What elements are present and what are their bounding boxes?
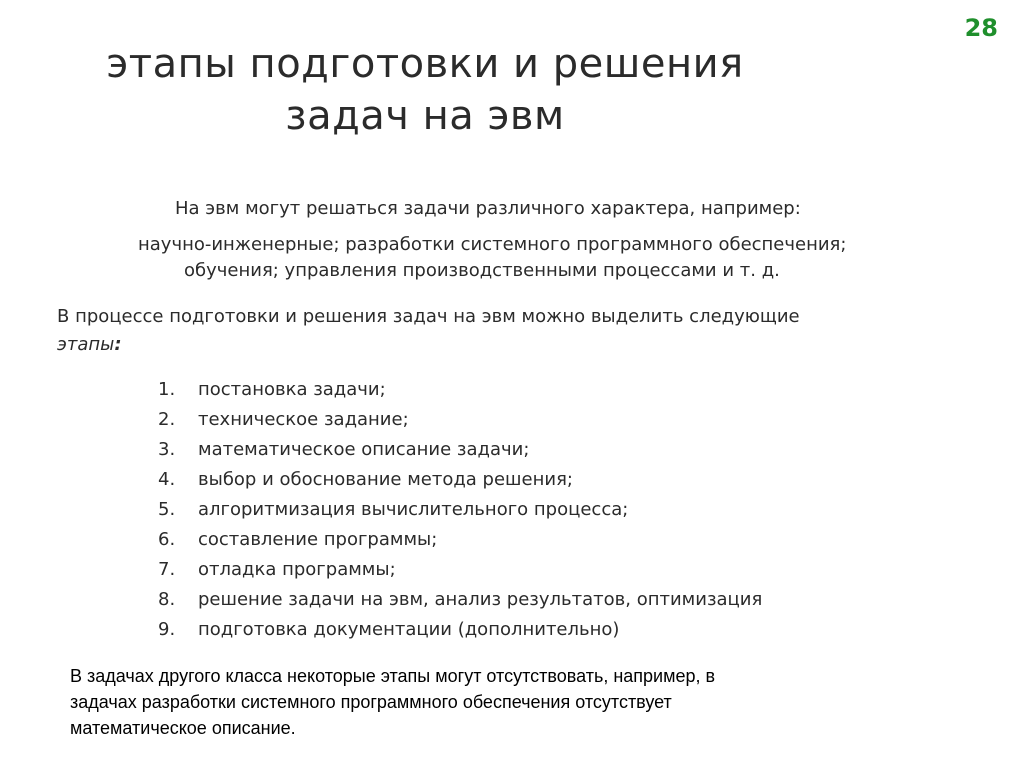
list-item-label: постановка задачи; (198, 379, 386, 400)
list-item (158, 375, 762, 405)
list-item-number: 2. (158, 409, 176, 430)
process-emphasis: этапы (57, 334, 115, 355)
list-item (158, 555, 762, 585)
list-item (158, 615, 762, 645)
page-title (60, 38, 790, 142)
list-item (158, 405, 762, 435)
note-line-2: задачах разработки системного программного обеспечения отсутствует (70, 692, 672, 712)
title-line-1: этапы подготовки и решения (106, 41, 744, 87)
list-item-number: 6. (158, 529, 176, 550)
process-colon: : (114, 334, 122, 355)
title-line-2: задач на эвм (285, 93, 565, 139)
stages-list (158, 375, 762, 645)
process-text-line-2 (57, 331, 957, 359)
process-paragraph (57, 303, 957, 359)
list-item-label: подготовка документации (дополнительно) (198, 619, 620, 640)
list-item-label: алгоритмизация вычислительного процесса; (198, 499, 629, 520)
intro-lead: На эвм могут решаться задачи различного характера, например: (175, 198, 801, 219)
list-item-number: 7. (158, 559, 176, 580)
list-item-label: составление программы; (198, 529, 438, 550)
process-text-line-1: В процессе подготовки и решения задач на эвм можно выделить следующие (57, 306, 800, 327)
list-item-label: выбор и обоснование метода решения; (198, 469, 573, 490)
list-item-number: 9. (158, 619, 176, 640)
intro-examples-line-2: обучения; управления производственными процессами и т. д. (184, 260, 780, 281)
list-item-label: техническое задание; (198, 409, 409, 430)
list-item (158, 525, 762, 555)
list-item-number: 4. (158, 469, 176, 490)
list-item-number: 5. (158, 499, 176, 520)
note-line-1: В задачах другого класса некоторые этапы могут отсутствовать, например, в (70, 666, 716, 686)
list-item-number: 8. (158, 589, 176, 610)
list-item-number: 1. (158, 379, 176, 400)
list-item-label: решение задачи на эвм, анализ результатов, оптимизация (198, 589, 763, 610)
note-line-3: математическое описание. (70, 718, 296, 738)
list-item (158, 585, 762, 615)
list-item (158, 495, 762, 525)
list-item-label: отладка программы; (198, 559, 396, 580)
list-item-label: математическое описание задачи; (198, 439, 530, 460)
list-item (158, 465, 762, 495)
intro-paragraph (120, 196, 1000, 284)
list-item (158, 435, 762, 465)
intro-examples-line-1: научно-инженерные; разработки системного программного обеспечения; (138, 234, 847, 255)
note-paragraph (70, 663, 930, 741)
slide-number: 28 (964, 14, 998, 42)
list-item-number: 3. (158, 439, 176, 460)
